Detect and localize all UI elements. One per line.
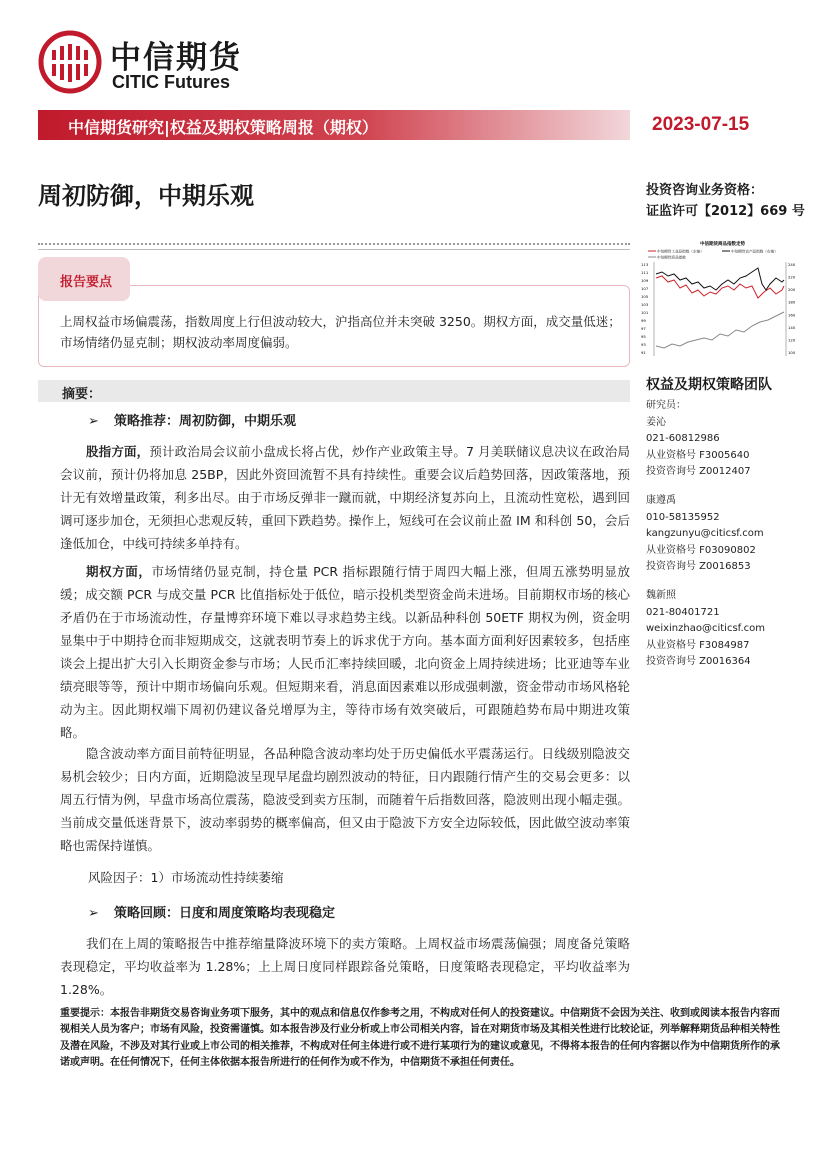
abstract-label: 摘要： bbox=[62, 387, 102, 402]
paragraph-index-lead: 股指方面， bbox=[86, 444, 150, 459]
brand-name-en: CITIC Futures bbox=[112, 72, 231, 92]
member-phone: 010-58135952 bbox=[646, 511, 720, 523]
brand-logo bbox=[38, 28, 298, 98]
commodity-index-chart bbox=[640, 238, 800, 360]
chart-svg bbox=[640, 238, 800, 360]
gray-series-line bbox=[656, 312, 784, 348]
left-tick-label: 105 bbox=[641, 294, 649, 299]
team-title: 权益及期权策略团队 bbox=[646, 377, 772, 393]
red-series-line bbox=[656, 276, 784, 298]
paragraph-index bbox=[60, 440, 630, 555]
left-tick-label: 95 bbox=[641, 334, 646, 339]
member-cert: 从业资格号 F3005640 bbox=[646, 449, 750, 461]
paragraph-options-body: 市场情绪仍显克制，持仓量 PCR 指标跟随行情于周四大幅上涨，但周五涨势明显放缓；成交额 PCR 与成交量 PCR 比值指标处于低位，暗示投机类型资金尚未进场。目前期权市场的核心矛盾仍在于市场流动性，存量博弈环境下难以寻求趋势主线。以新品种科创 50ETF 期权为例，资金明显集中于中期持仓而非短期成交，这就表明节奏上的诉求优于方向。基本面方面利好因素较多，包括座谈会上提出扩大引入长期资金参与市场；人民币汇率持续回暖，北向资金上周持续进场；比亚迪等车业绩亮眼等等，预计中期市场偏向乐观。但短期来看，消息面因素难以形成强刺激，资金带动市场风格轮动为主。因此期权端下周初仍建议备兑增厚为主，等待市场有效突破后，可跟随趋势布局中期进攻策略。 bbox=[60, 564, 630, 740]
member-email[interactable]: weixinzhao@citicsf.com bbox=[646, 623, 765, 635]
left-tick-label: 109 bbox=[641, 278, 649, 283]
header-bar bbox=[38, 110, 630, 140]
qualification-line1: 投资咨询业务资格： bbox=[646, 183, 764, 198]
bullet-review bbox=[88, 902, 335, 921]
member-name: 魏新照 bbox=[646, 589, 676, 601]
member-name: 姜沁 bbox=[646, 416, 666, 428]
right-tick-label: 120 bbox=[788, 337, 796, 343]
legend-3: 中信期货商品指数 bbox=[657, 255, 686, 260]
qualification-line2: 证监许可【2012】669 号 bbox=[646, 204, 805, 219]
arrow-icon: ➢ bbox=[88, 906, 99, 921]
black-series-line bbox=[656, 268, 784, 290]
member-cert: 投资咨询号 Z0012407 bbox=[646, 466, 751, 478]
left-tick-label: 103 bbox=[641, 302, 649, 307]
paragraph-index-body: 预计政治局会议前小盘成长将占优，炒作产业政策主导。7 月美联储议息决议在政治局会议前，预计仍将加息 25BP，因此外资回流暂不具有持续性。重要会议后趋势回落，因政策落地，预计无有效增量政策，利多出尽。由于市场反弹非一蹴而就，中期经济复苏向上，且流动性宽松，遇到回调可逐步加仓，无须担心悲观反转，重回下跌趋势。操作上，短线可在会议前止盈 IM 和科创 50，会后逢低加仓，中线可持续多单持有。 bbox=[60, 444, 630, 551]
left-tick-label: 107 bbox=[641, 286, 649, 291]
left-tick-label: 99 bbox=[641, 318, 646, 323]
divider bbox=[38, 243, 630, 250]
legend-2: 中信期货农产品指数（右轴） bbox=[731, 249, 778, 254]
paragraph-options bbox=[60, 560, 630, 744]
member-name: 康遵禹 bbox=[646, 494, 676, 506]
member-email[interactable]: kangzunyu@citicsf.com bbox=[646, 528, 764, 540]
left-tick-label: 91 bbox=[641, 350, 646, 355]
right-tick-label: 200 bbox=[788, 287, 796, 293]
member-phone: 021-60812986 bbox=[646, 433, 720, 445]
right-tick-label: 100 bbox=[788, 350, 796, 355]
citic-logo-icon bbox=[38, 30, 102, 94]
page-title: 周初防御，中期乐观 bbox=[38, 182, 254, 210]
left-tick-label: 111 bbox=[641, 270, 649, 275]
member-cert: 从业资格号 F3084987 bbox=[646, 639, 750, 651]
member-phone: 021-80401721 bbox=[646, 606, 720, 618]
risk-factor: 风险因子：1）市场流动性持续萎缩 bbox=[88, 870, 284, 885]
chart-title: 中信期货商品指数走势 bbox=[700, 242, 745, 247]
team-role: 研究员： bbox=[646, 400, 686, 411]
header-title: 中信期货研究|权益及期权策略周报（期权） bbox=[68, 118, 378, 137]
disclaimer: 重要提示：本报告非期货交易咨询业务项下服务，其中的观点和信息仅作参考之用，不构成对任何人的投资建议。中信期货不会因为关注、收到或阅读本报告内容而视相关人员为客户；市场有风险，投资需谨慎。如本报告涉及行业分析或上市公司相关内容，旨在对期货市场及其相关性进行比较论证，列举解释期货品种相关特性及潜在风险，不涉及对其行业或上市公司的相关推荐，不构成对任何主体进行或不进行某项行为的建议或意见，不得将本报告的任何内容据以作为中信期货所作的承诺或声明。在任何情况下，任何主体依据本报告所进行的任何作为或不作为，中信期货不承担任何责任。 bbox=[60, 1008, 780, 1069]
member-cert: 从业资格号 F03090802 bbox=[646, 544, 756, 556]
right-tick-label: 220 bbox=[788, 274, 796, 280]
left-tick-label: 101 bbox=[641, 310, 649, 315]
summary-text: 上周权益市场偏震荡，指数周度上行但波动较大，沪指高位并未突破 3250。期权方面，成交量低迷；市场情绪仍显克制；期权波动率周度偏弱。 bbox=[60, 314, 621, 350]
bullet-review-text: 策略回顾：日度和周度策略均表现稳定 bbox=[114, 906, 336, 921]
right-tick-label: 180 bbox=[788, 299, 796, 305]
paragraph-review: 我们在上周的策略报告中推荐缩量降波环境下的卖方策略。上周权益市场震荡偏强；周度备兑策略表现稳定，平均收益率为 1.28%；上上周日度同样跟踪备兑策略，日度策略表现稳定，平均收益率为 1.28%。 bbox=[60, 936, 630, 997]
bullet-strategy-text: 策略推荐：周初防御，中期乐观 bbox=[114, 414, 297, 429]
arrow-icon: ➢ bbox=[88, 414, 99, 429]
member-cert: 投资咨询号 Z0016853 bbox=[646, 561, 751, 573]
right-tick-label: 240 bbox=[788, 262, 796, 267]
team-list bbox=[646, 398, 765, 671]
paragraph-iv: 隐含波动率方面目前特征明显，各品种隐含波动率均处于历史偏低水平震荡运行。日线级别隐波交易机会较少；日内方面，近期隐波呈现早尾盘均剧烈波动的特征，日内跟随行情产生的交易会更多：以周五行情为例，早盘市场高位震荡，隐波受到卖方压制，而随着午后指数回落，隐波则出现小幅走强。当前成交量低迷背景下，波动率弱势的概率偏高，但又由于隐波下方安全边际较低，因此做空波动率策略也需保持谨慎。 bbox=[60, 746, 630, 853]
summary-tag-label: 报告要点 bbox=[60, 275, 113, 290]
left-tick-label: 97 bbox=[641, 326, 646, 331]
right-tick-label: 140 bbox=[788, 324, 796, 330]
left-tick-labels bbox=[641, 262, 649, 355]
bullet-strategy bbox=[88, 410, 296, 429]
member-cert: 投资咨询号 Z0016364 bbox=[646, 656, 751, 668]
right-tick-labels bbox=[788, 262, 796, 355]
abstract-bar bbox=[38, 380, 630, 402]
brand-name-cn: 中信期货 bbox=[110, 40, 242, 76]
left-tick-label: 113 bbox=[641, 262, 649, 267]
paragraph-options-lead: 期权方面， bbox=[86, 564, 152, 579]
legend-1: 中信期货工业品指数（左轴） bbox=[657, 249, 704, 254]
qualification bbox=[646, 180, 805, 222]
left-tick-label: 93 bbox=[641, 342, 646, 347]
summary-box bbox=[38, 257, 630, 367]
right-tick-label: 160 bbox=[788, 312, 796, 318]
report-date: 2023-07-15 bbox=[652, 114, 750, 135]
summary-tag bbox=[38, 257, 130, 301]
